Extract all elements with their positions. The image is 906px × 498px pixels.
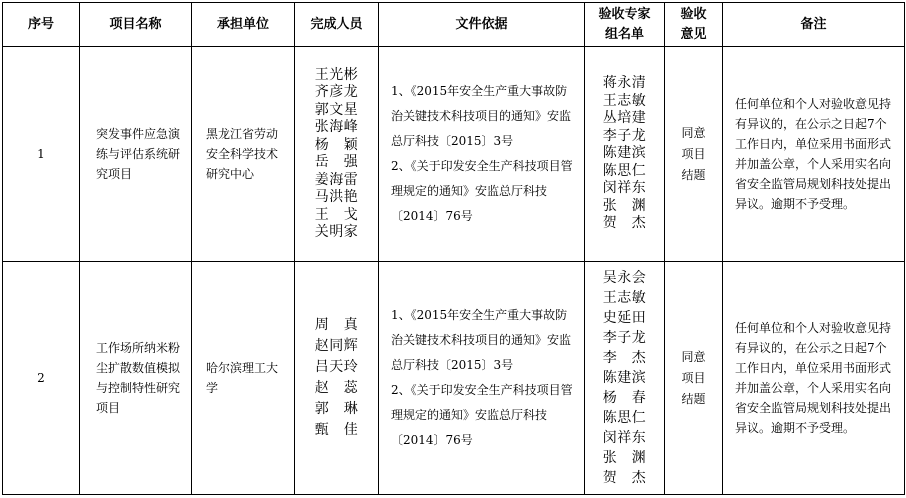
expert-name: 陈建滨: [602, 145, 647, 162]
expert-name: 王志敏: [602, 290, 647, 306]
expert-name: 李子龙: [602, 127, 647, 144]
expert-name: 陈思仁: [602, 410, 647, 426]
document-basis: [379, 47, 585, 262]
expert-name: 张 渊: [602, 450, 647, 466]
expert-name: 陈思仁: [602, 162, 647, 179]
header-experts: 验收专家组名单: [585, 3, 665, 47]
member-name: 郭 琳: [314, 401, 359, 417]
basis-item: 2、《关于印发安全生产科技项目管理规定的通知》安监总厅科技〔2014〕76号: [391, 159, 573, 223]
header-row: [3, 3, 905, 47]
expert-name: 贺 杰: [602, 215, 647, 232]
expert-name: 李子龙: [602, 330, 647, 346]
document-basis: [379, 262, 585, 495]
header-basis: 文件依据: [379, 3, 585, 47]
project-name: 突发事件应急演练与评估系统研究项目: [80, 47, 192, 262]
basis-item: 1、《2015年安全生产重大事故防治关键技术科技项目的通知》安监总厅科技〔2015〕3号: [391, 84, 572, 148]
member-name: 马洪艳: [314, 189, 359, 205]
undertaking-unit: 黑龙江省劳动安全科学技术研究中心: [192, 47, 295, 262]
expert-name: 闵祥东: [602, 180, 647, 197]
team-members: [295, 262, 379, 495]
member-name: 郭文星: [314, 101, 359, 118]
table-row: [3, 47, 905, 262]
expert-name: 丛培建: [602, 110, 647, 127]
basis-item: 1、《2015年安全生产重大事故防治关键技术科技项目的通知》安监总厅科技〔2015〕3号: [391, 308, 572, 372]
acceptance-opinion: 同意项目结题: [665, 47, 723, 262]
member-name: 王光彬: [314, 66, 359, 83]
acceptance-opinion: 同意项目结题: [665, 262, 723, 495]
member-name: 杨 颖: [314, 136, 359, 153]
expert-name: 史延田: [602, 310, 647, 326]
header-unit: 承担单位: [192, 3, 295, 47]
expert-name: 王志敏: [602, 92, 647, 109]
member-name: 张海峰: [314, 119, 359, 135]
table-row: [3, 262, 905, 495]
member-name: 关明家: [314, 224, 359, 240]
acceptance-table: [2, 2, 905, 495]
header-opinion: 验收意见: [665, 3, 723, 47]
member-name: 王 戈: [314, 206, 359, 223]
header-note: 备注: [723, 3, 905, 47]
member-name: 吕天玲: [314, 359, 359, 375]
basis-item: 2、《关于印发安全生产科技项目管理规定的通知》安监总厅科技〔2014〕76号: [391, 383, 573, 447]
expert-name: 陈建滨: [602, 370, 647, 386]
remarks: 任何单位和个人对验收意见持有异议的，在公示之日起7个工作日内，单位采用书面形式并加盖公章，个人采用实名向省安全监管局规划科技处提出异议。逾期不予受理。: [723, 262, 905, 495]
team-members: [295, 47, 379, 262]
header-people: 完成人员: [295, 3, 379, 47]
expert-name: 闵祥东: [602, 430, 647, 446]
expert-name: 杨 春: [602, 390, 647, 406]
expert-panel: [585, 47, 665, 262]
member-name: 周 真: [314, 317, 359, 333]
expert-name: 贺 杰: [602, 470, 647, 486]
member-name: 姜海雷: [314, 171, 359, 188]
row-index: 1: [3, 47, 80, 262]
expert-panel: [585, 262, 665, 495]
expert-name: 李 杰: [602, 350, 647, 366]
row-index: 2: [3, 262, 80, 495]
expert-name: 蒋永清: [602, 75, 647, 92]
member-name: 齐彦龙: [314, 84, 359, 100]
undertaking-unit: 哈尔滨理工大学: [192, 262, 295, 495]
header-project: 项目名称: [80, 3, 192, 47]
header-index: 序号: [3, 3, 80, 47]
member-name: 岳 强: [314, 154, 359, 170]
member-name: 甄 佳: [314, 422, 359, 438]
project-name: 工作场所纳米粉尘扩散数值模拟与控制特性研究项目: [80, 262, 192, 495]
member-name: 赵 蕊: [314, 380, 359, 396]
remarks: 任何单位和个人对验收意见持有异议的，在公示之日起7个工作日内，单位采用书面形式并加盖公章，个人采用实名向省安全监管局规划科技处提出异议。逾期不予受理。: [723, 47, 905, 262]
expert-name: 吴永会: [602, 270, 647, 286]
member-name: 赵同辉: [314, 338, 359, 354]
expert-name: 张 渊: [602, 197, 647, 214]
